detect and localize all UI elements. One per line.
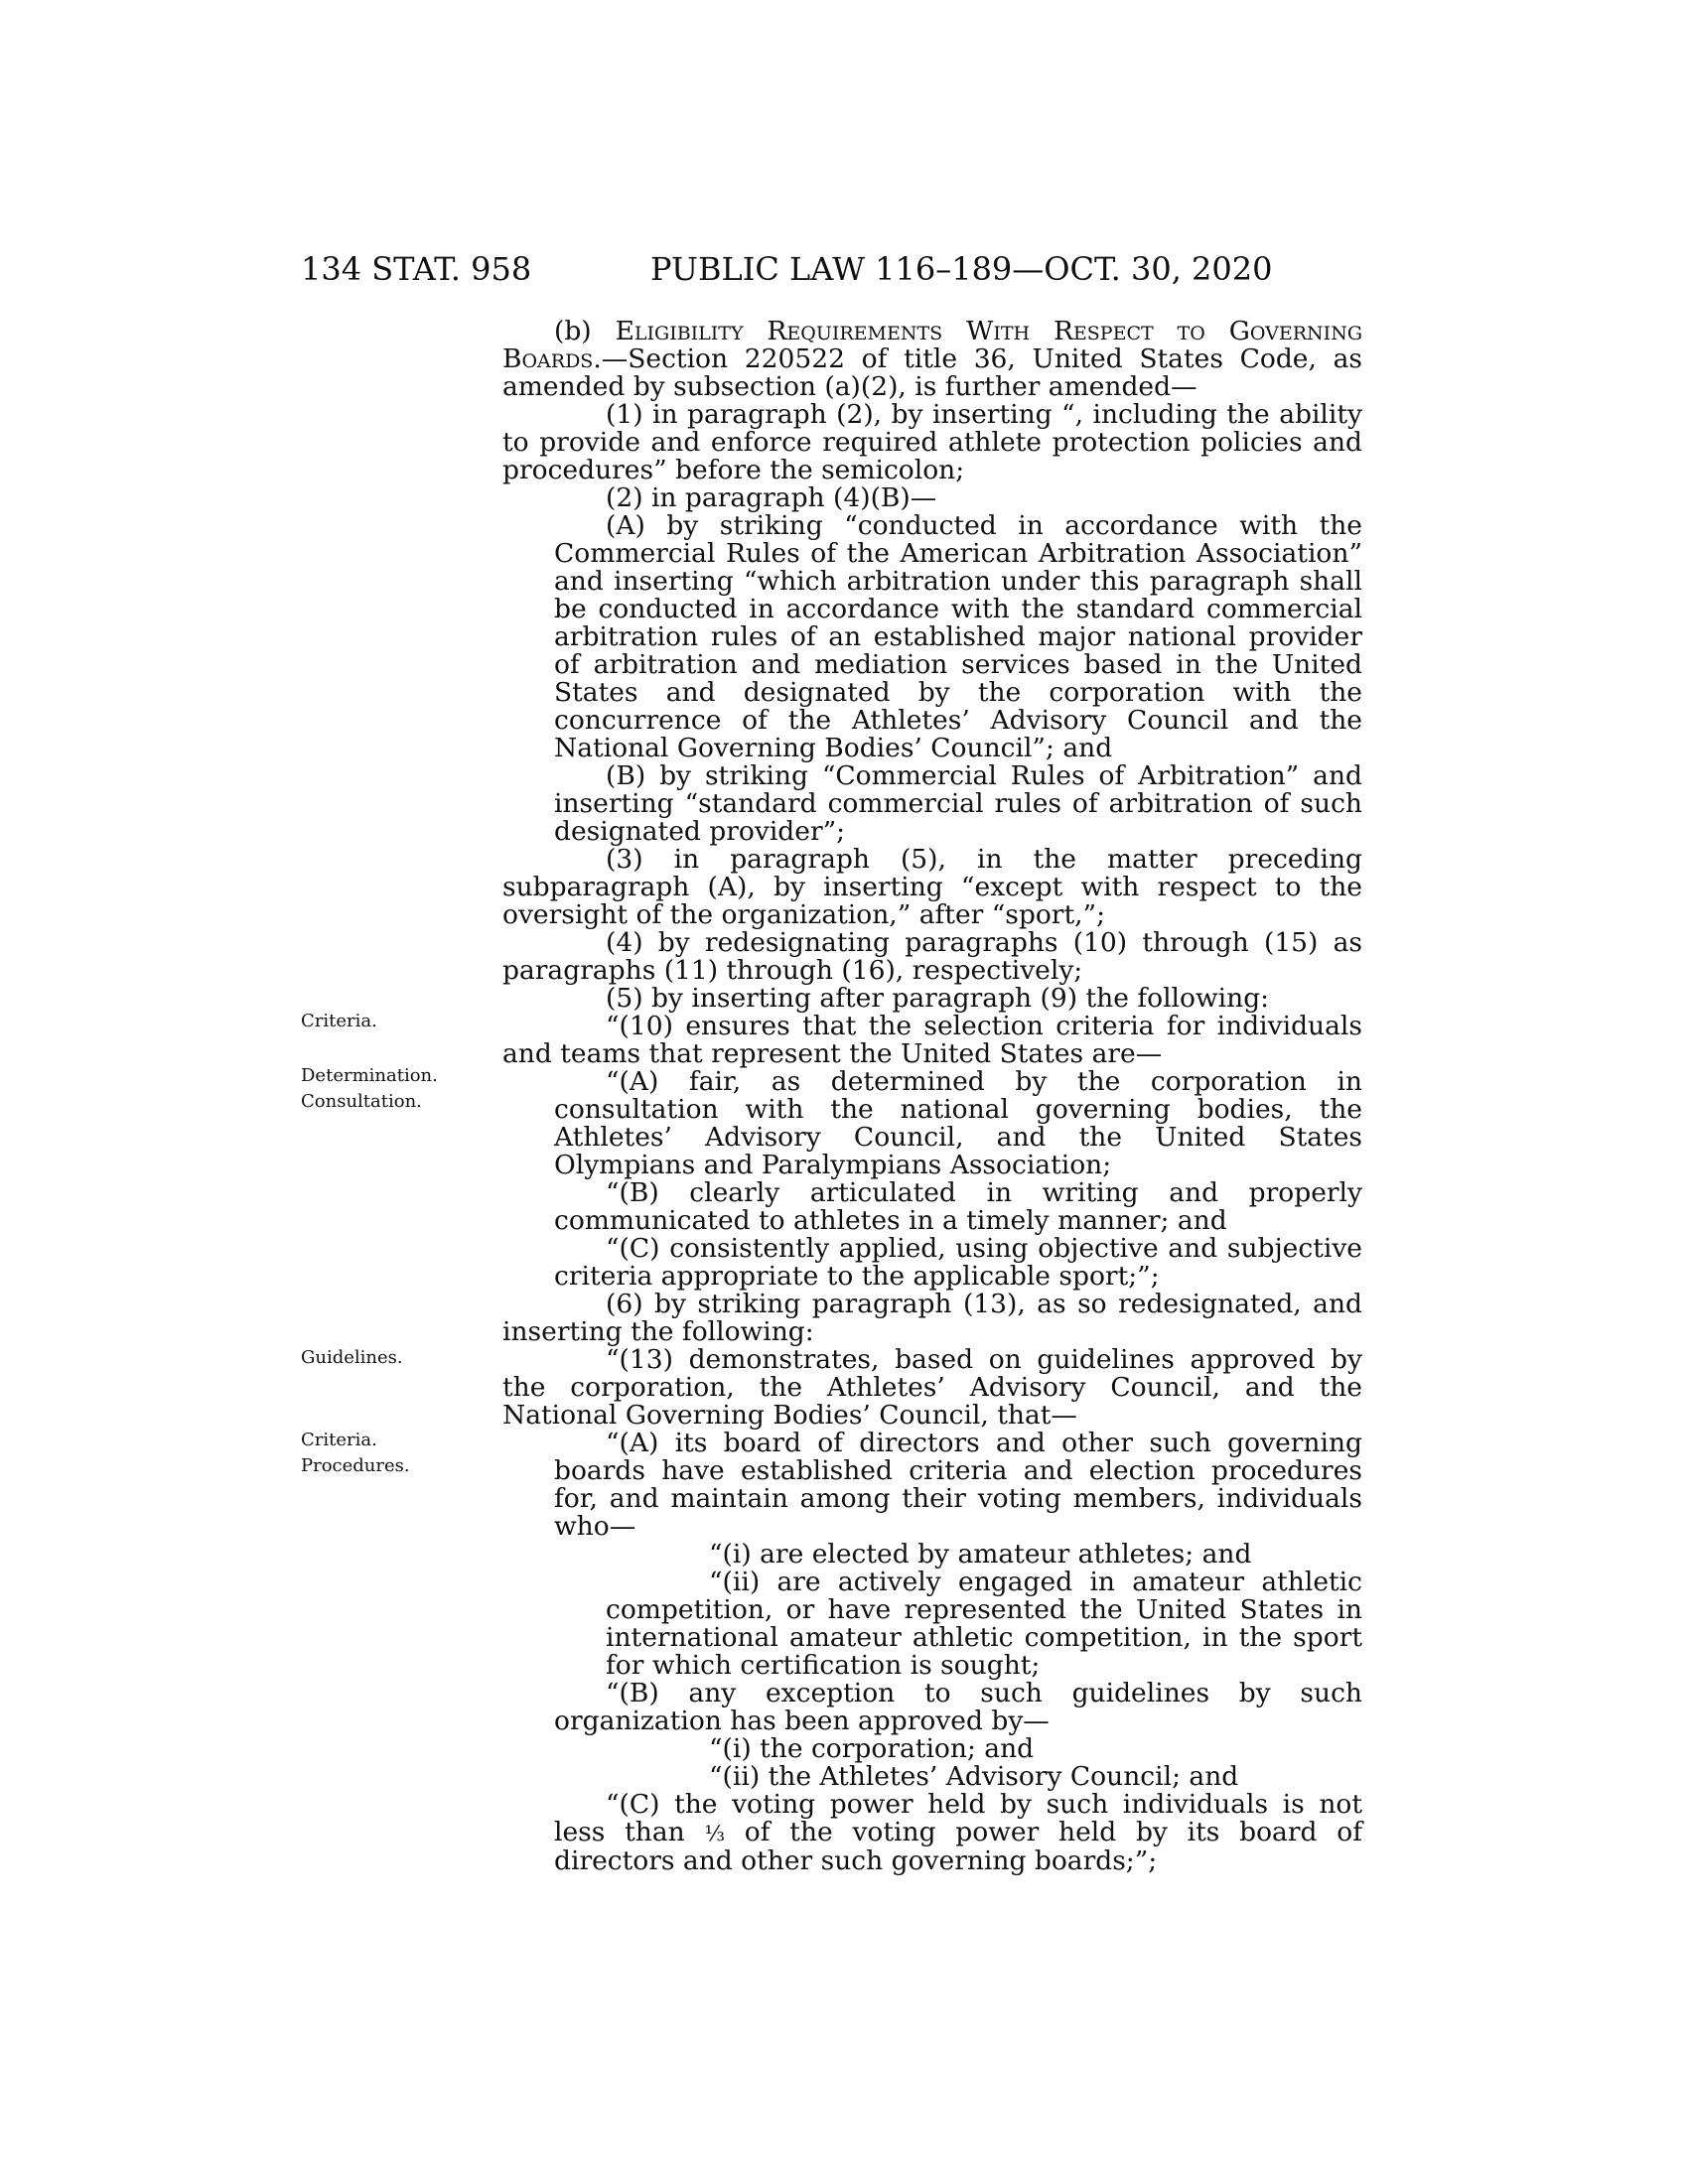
subsection-b-heading: (b) Eligibility Requirements With Respect to Governing Boards.—Section 220522 of title 36, United States Code, as amended by subsection (a)(2), is further amended—	[502, 316, 1362, 402]
margin-note-guidelines: Guidelines.	[301, 1347, 403, 1368]
paragraph-3: (3) in paragraph (5), in the matter preceding subparagraph (A), by inserting “except with respect to the oversight of the organization,” after “sport,”;	[502, 844, 1362, 930]
paragraph-2: (2) in paragraph (4)(B)—	[606, 482, 937, 513]
subparagraph-2A: (A) by striking “conducted in accordance with the Commercial Rules of the American Arbitration Association” and inserting “which arbitration under this paragraph shall be conducted in accordance with the standard commercial arbitration rules of an established major national provider of arbitration and mediation services based in the United States and designated by the corporation with the concurrence of the Athletes’ Advisory Council and the National Governing Bodies’ Council”; and	[554, 510, 1362, 763]
paragraph-1: (1) in paragraph (2), by inserting “, including the ability to provide and enforce required athlete protection policies and procedures” before the semicolon;	[502, 399, 1362, 485]
quoted-13B: “(B) any exception to such guidelines by such organization has been approved by—	[554, 1678, 1362, 1736]
subparagraph-2B: (B) by striking “Commercial Rules of Arbitration” and inserting “standard commercial rules of arbitration of such designated provider”;	[554, 760, 1362, 847]
quoted-10C: “(C) consistently applied, using objective and subjective criteria appropriate to the applicable sport;”;	[554, 1233, 1362, 1292]
running-header: PUBLIC LAW 116–189—OCT. 30, 2020	[650, 250, 1273, 288]
quoted-paragraph-10: “(10) ensures that the selection criteria for individuals and teams that represent the United States are—	[502, 1011, 1362, 1069]
paragraph-6: (6) by striking paragraph (13), as so redesignated, and inserting the following:	[502, 1289, 1362, 1347]
paragraph-4: (4) by redesignating paragraphs (10) through (15) as paragraphs (11) through (16), respectively;	[502, 927, 1362, 986]
quoted-paragraph-13: “(13) demonstrates, based on guidelines approved by the corporation, the Athletes’ Advisory Council, and the National Governing Bodies’ Council, that—	[502, 1344, 1362, 1431]
quoted-13A: “(A) its board of directors and other such governing boards have established criteria and election procedures for, and maintain among their voting members, individuals who—	[554, 1428, 1362, 1542]
margin-note-criteria-2: Criteria.	[301, 1430, 377, 1450]
paragraph-5: (5) by inserting after paragraph (9) the following:	[606, 983, 1270, 1014]
quoted-10B: “(B) clearly articulated in writing and properly communicated to athletes in a timely manner; and	[554, 1177, 1362, 1236]
margin-note-consultation: Consultation.	[301, 1091, 422, 1112]
quoted-10A: “(A) fair, as determined by the corporation in consultation with the national governing bodies, the Athletes’ Advisory Council, and the United States Olympians and Paralympians Association;	[554, 1066, 1362, 1180]
quoted-13C: “(C) the voting power held by such individuals is not less than ⅓ of the voting power held by its board of directors and other such governing boards;”;	[554, 1789, 1362, 1876]
quoted-13B-ii: “(ii) the Athletes’ Advisory Council; and	[709, 1761, 1239, 1792]
quoted-13A-i: “(i) are elected by amateur athletes; and	[709, 1539, 1252, 1570]
margin-note-procedures: Procedures.	[301, 1455, 410, 1476]
quoted-13A-ii: “(ii) are actively engaged in amateur athletic competition, or have represented the United States in international amateur athletic competition, in the sport for which certification is sought;	[606, 1567, 1362, 1681]
statute-body	[502, 318, 1362, 1875]
margin-note-determination: Determination.	[301, 1065, 438, 1086]
quoted-13B-i: “(i) the corporation; and	[709, 1733, 1035, 1764]
margin-note-criteria: Criteria.	[301, 1011, 377, 1031]
page-citation: 134 STAT. 958	[301, 250, 532, 288]
